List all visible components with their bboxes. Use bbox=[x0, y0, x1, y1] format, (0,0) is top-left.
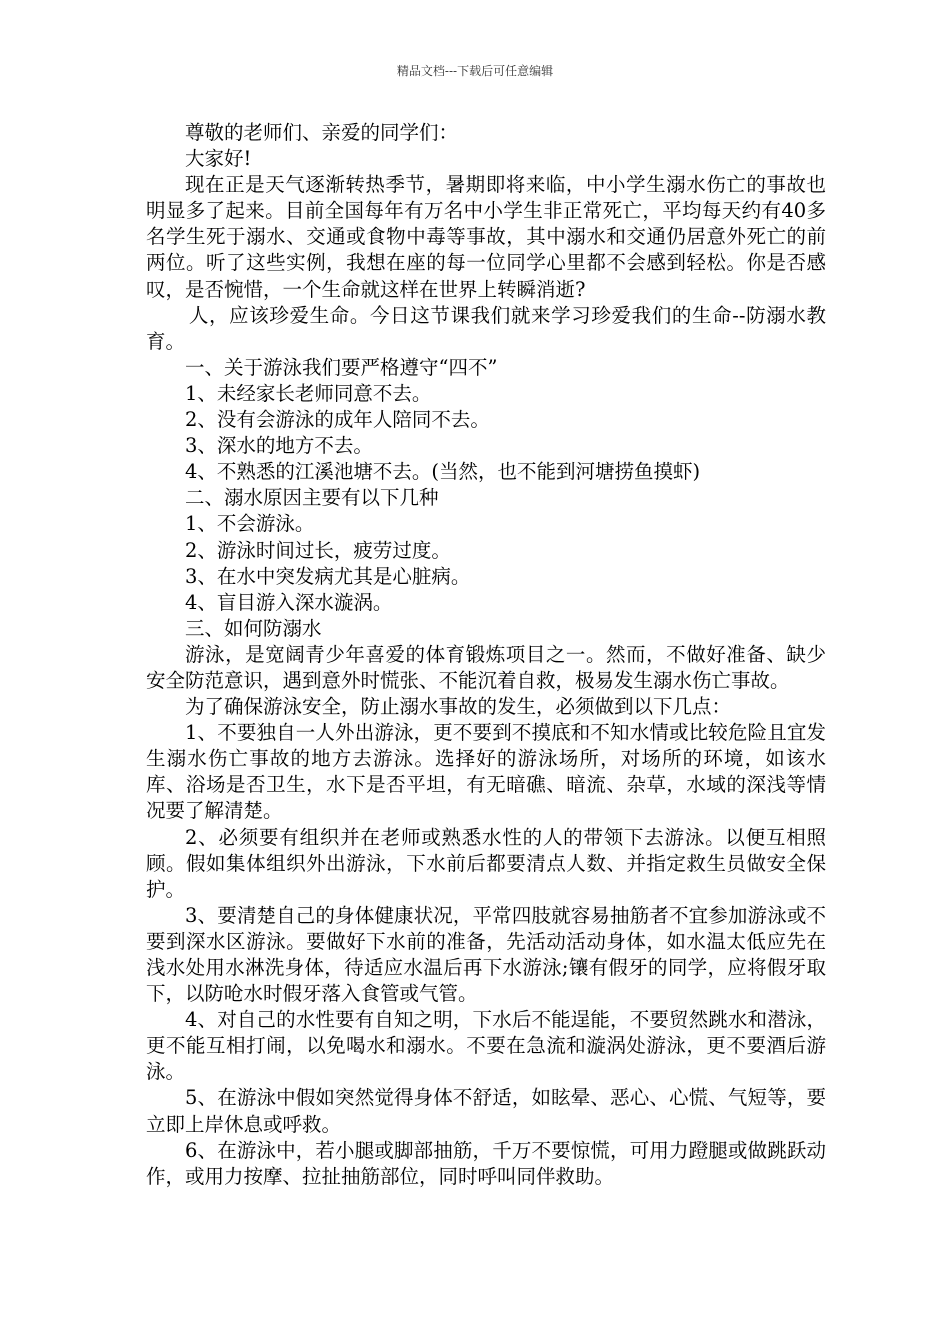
numbered-paragraph: 2、必须要有组织并在老师或熟悉水性的人的带领下去游泳。以便互相照顾。假如集体组织外出游泳，下水前后都要清点人数、并指定救生员做安全保护。 bbox=[146, 825, 826, 901]
numbered-paragraph: 6、在游泳中，若小腿或脚部抽筋，千万不要惊慌，可用力蹬腿或做跳跃动作，或用力按摩、拉扯抽筋部位，同时呼叫同伴救助。 bbox=[146, 1138, 826, 1188]
section-heading-3: 三、如何防溺水 bbox=[185, 616, 322, 640]
numbered-paragraph: 3、要清楚自己的身体健康状况，平常四肢就容易抽筋者不宜参加游泳或不要到深水区游泳。要做好下水前的准备，先活动活动身体，如水温太低应先在浅水处用水淋洗身体，待适应水温后再下水游泳;镶有假牙的同学，应将假牙取下，以防呛水时假牙落入食管或气管。 bbox=[146, 903, 826, 1006]
list-item: 4、盲目游入深水漩涡。 bbox=[185, 590, 393, 614]
paragraph-intro: 现在正是天气逐渐转热季节，暑期即将来临，中小学生溺水伤亡的事故也明显多了起来。目前全国每年有万名中小学生非正常死亡，平均每天约有40多名学生死于溺水、交通或食物中毒等事故，其中溺水和交通仍居意外死亡的前两位。听了这些实例，我想在座的每一位同学心里都不会感到轻松。你是否感叹，是否惋惜，一个生命就这样在世界上转瞬消逝? bbox=[146, 173, 826, 301]
list-item: 1、未经家长老师同意不去。 bbox=[185, 381, 432, 405]
list-item: 4、不熟悉的江溪池塘不去。(当然，也不能到河塘捞鱼摸虾) bbox=[185, 460, 701, 484]
page-header: 精品文档---下载后可任意编辑 bbox=[396, 64, 554, 78]
greeting: 大家好! bbox=[185, 147, 252, 171]
salutation: 尊敬的老师们、亲爱的同学们： bbox=[185, 121, 459, 144]
list-item: 3、在水中突发病尤其是心脏病。 bbox=[185, 564, 471, 588]
section-heading-2: 二、溺水原因主要有以下几种 bbox=[185, 486, 439, 510]
numbered-paragraph: 5、在游泳中假如突然觉得身体不舒适，如眩晕、恶心、心慌、气短等，要立即上岸休息或呼救。 bbox=[146, 1086, 826, 1136]
list-item: 1、不会游泳。 bbox=[185, 512, 315, 536]
numbered-paragraph: 4、对自己的水性要有自知之明，下水后不能逞能，不要贸然跳水和潜泳，更不能互相打闹，以免喝水和溺水。不要在急流和漩涡处游泳，更不要酒后游泳。 bbox=[146, 1008, 826, 1084]
list-item: 2、没有会游泳的成年人陪同不去。 bbox=[185, 408, 490, 432]
list-item: 2、游泳时间过长，疲劳过度。 bbox=[185, 538, 451, 562]
list-item: 3、深水的地方不去。 bbox=[185, 434, 373, 458]
paragraph: 为了确保游泳安全，防止溺水事故的发生，必须做到以下几点： bbox=[185, 695, 732, 719]
document-body bbox=[146, 120, 826, 1190]
paragraph: 游泳，是宽阔青少年喜爱的体育锻炼项目之一。然而，不做好准备、缺少安全防范意识，遇到意外时慌张、不能沉着自救，极易发生溺水伤亡事故。 bbox=[146, 642, 826, 692]
numbered-paragraph: 1、不要独自一人外出游泳，更不要到不摸底和不知水情或比较危险且宜发生溺水伤亡事故的地方去游泳。选择好的游泳场所，对场所的环境，如该水库、浴场是否卫生，水下是否平坦，有无暗礁、暗流、杂草，水域的深浅等情况要了解清楚。 bbox=[146, 721, 826, 823]
paragraph-topic: 人，应该珍爱生命。今日这节课我们就来学习珍爱我们的生命--防溺水教育。 bbox=[146, 303, 826, 353]
section-heading-1: 一、关于游泳我们要严格遵守“四不” bbox=[185, 355, 498, 379]
